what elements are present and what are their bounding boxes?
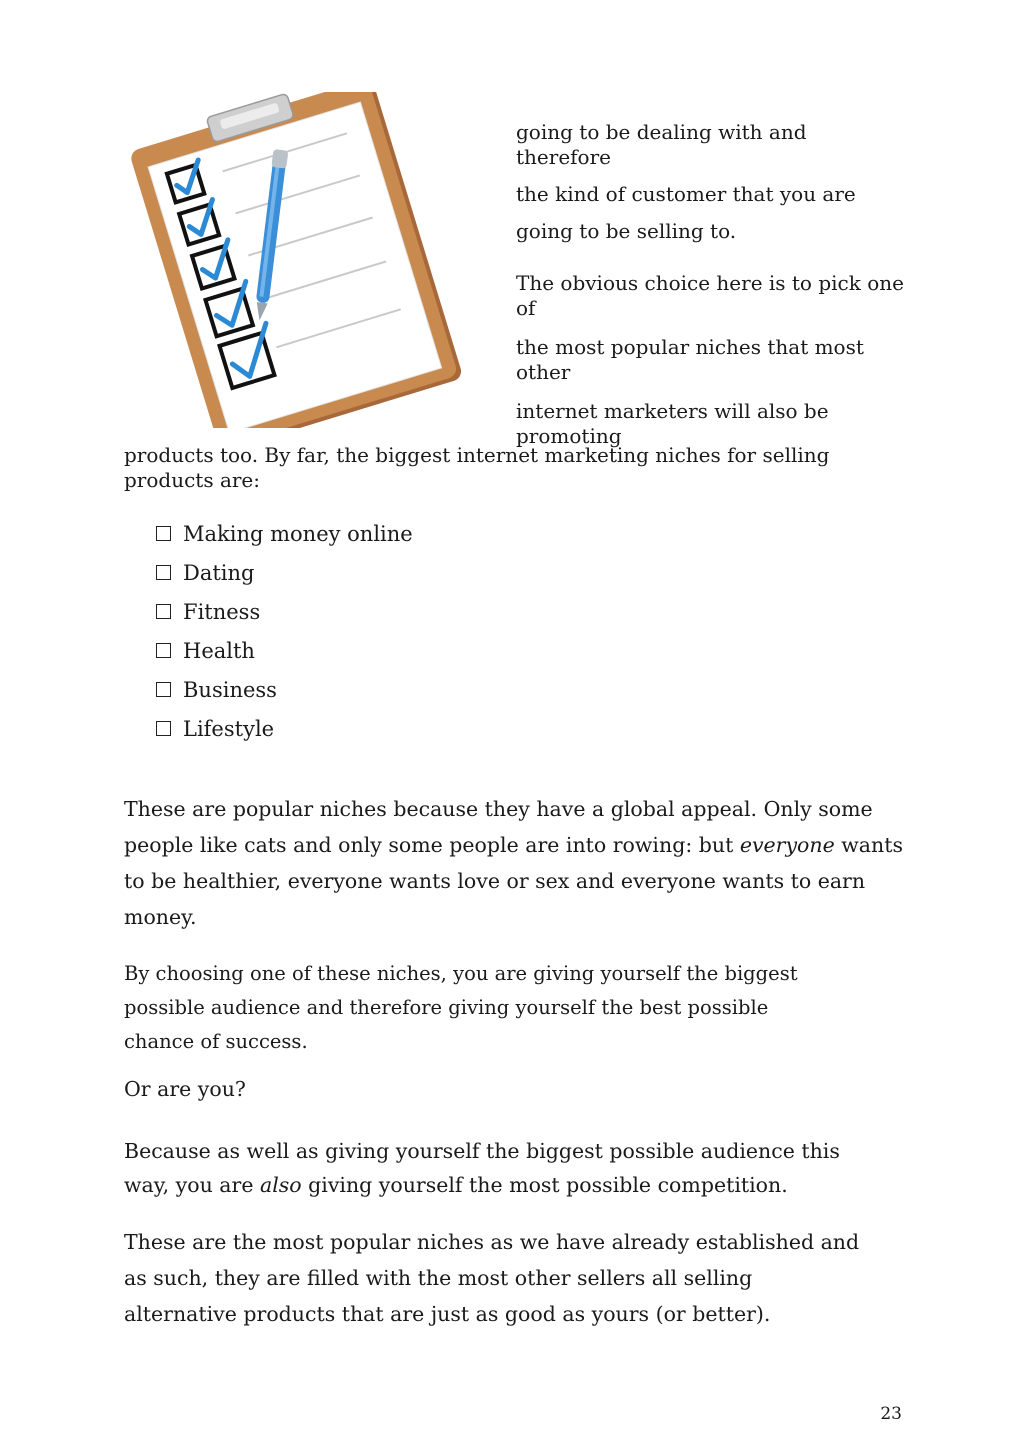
niche-label: Business [183, 678, 277, 702]
niche-label: Making money online [183, 522, 413, 546]
niche-label: Fitness [183, 600, 261, 624]
paragraph-question [124, 1077, 904, 1102]
paragraph-global-appeal [124, 791, 904, 935]
checkbox-icon [156, 682, 171, 697]
list-item [156, 559, 413, 598]
paragraph-text: These are popular niches because they have a global appeal. Only some people like cats and only some people are into rowing: but [124, 797, 873, 857]
niche-label: Lifestyle [183, 717, 275, 741]
right-column-line: the kind of customer that you are [516, 182, 856, 206]
paragraph-text: These are the most popular niches as we have already established and as such, they are filled with the most other sellers all selling alternative products that are just as good as yours (or better). [124, 1230, 860, 1326]
checkbox-icon [156, 643, 171, 658]
list-item [156, 520, 413, 559]
niche-list [156, 520, 413, 754]
checkbox-icon [156, 526, 171, 541]
checkbox-icon [156, 604, 171, 619]
page-number: 23 [880, 1404, 902, 1424]
emphasis-text: everyone [739, 833, 835, 857]
paragraph-audience [124, 957, 824, 1059]
paragraph-text: By choosing one of these niches, you are giving yourself the biggest possible audience and therefore giving yourself the best possible chance of success. [124, 962, 798, 1053]
niche-label: Dating [183, 561, 255, 585]
intro-text: products too. By far, the biggest internet marketing niches for selling products are: [124, 443, 830, 492]
paragraph-text: Or are you? [124, 1077, 246, 1101]
paragraph-text: Because as well as giving yourself the biggest possible audience this way, you are [124, 1139, 840, 1197]
paragraph-competition [124, 1134, 864, 1202]
right-column-text [516, 120, 906, 449]
right-column-paragraph: internet marketers will also be promoting [516, 399, 829, 448]
paragraph-text: wants to be healthier, everyone wants love or sex and everyone wants to earn money. [124, 833, 903, 929]
paragraph-popular-niches [124, 1224, 864, 1332]
right-column-line: going to be selling to. [516, 219, 737, 243]
right-column-paragraph: The obvious choice here is to pick one of [516, 271, 904, 320]
list-item [156, 676, 413, 715]
right-column-paragraph: the most popular niches that most other [516, 335, 864, 384]
intro-paragraph [124, 443, 904, 493]
paragraph-text: giving yourself the most possible competition. [301, 1173, 788, 1197]
checkbox-icon [156, 565, 171, 580]
checkbox-icon [156, 721, 171, 736]
list-item [156, 637, 413, 676]
right-column-line: going to be dealing with and therefore [516, 120, 807, 169]
emphasis-text: also [259, 1173, 302, 1197]
list-item [156, 715, 413, 754]
niche-label: Health [183, 639, 255, 663]
clipboard-checklist-image [112, 92, 492, 428]
list-item [156, 598, 413, 637]
